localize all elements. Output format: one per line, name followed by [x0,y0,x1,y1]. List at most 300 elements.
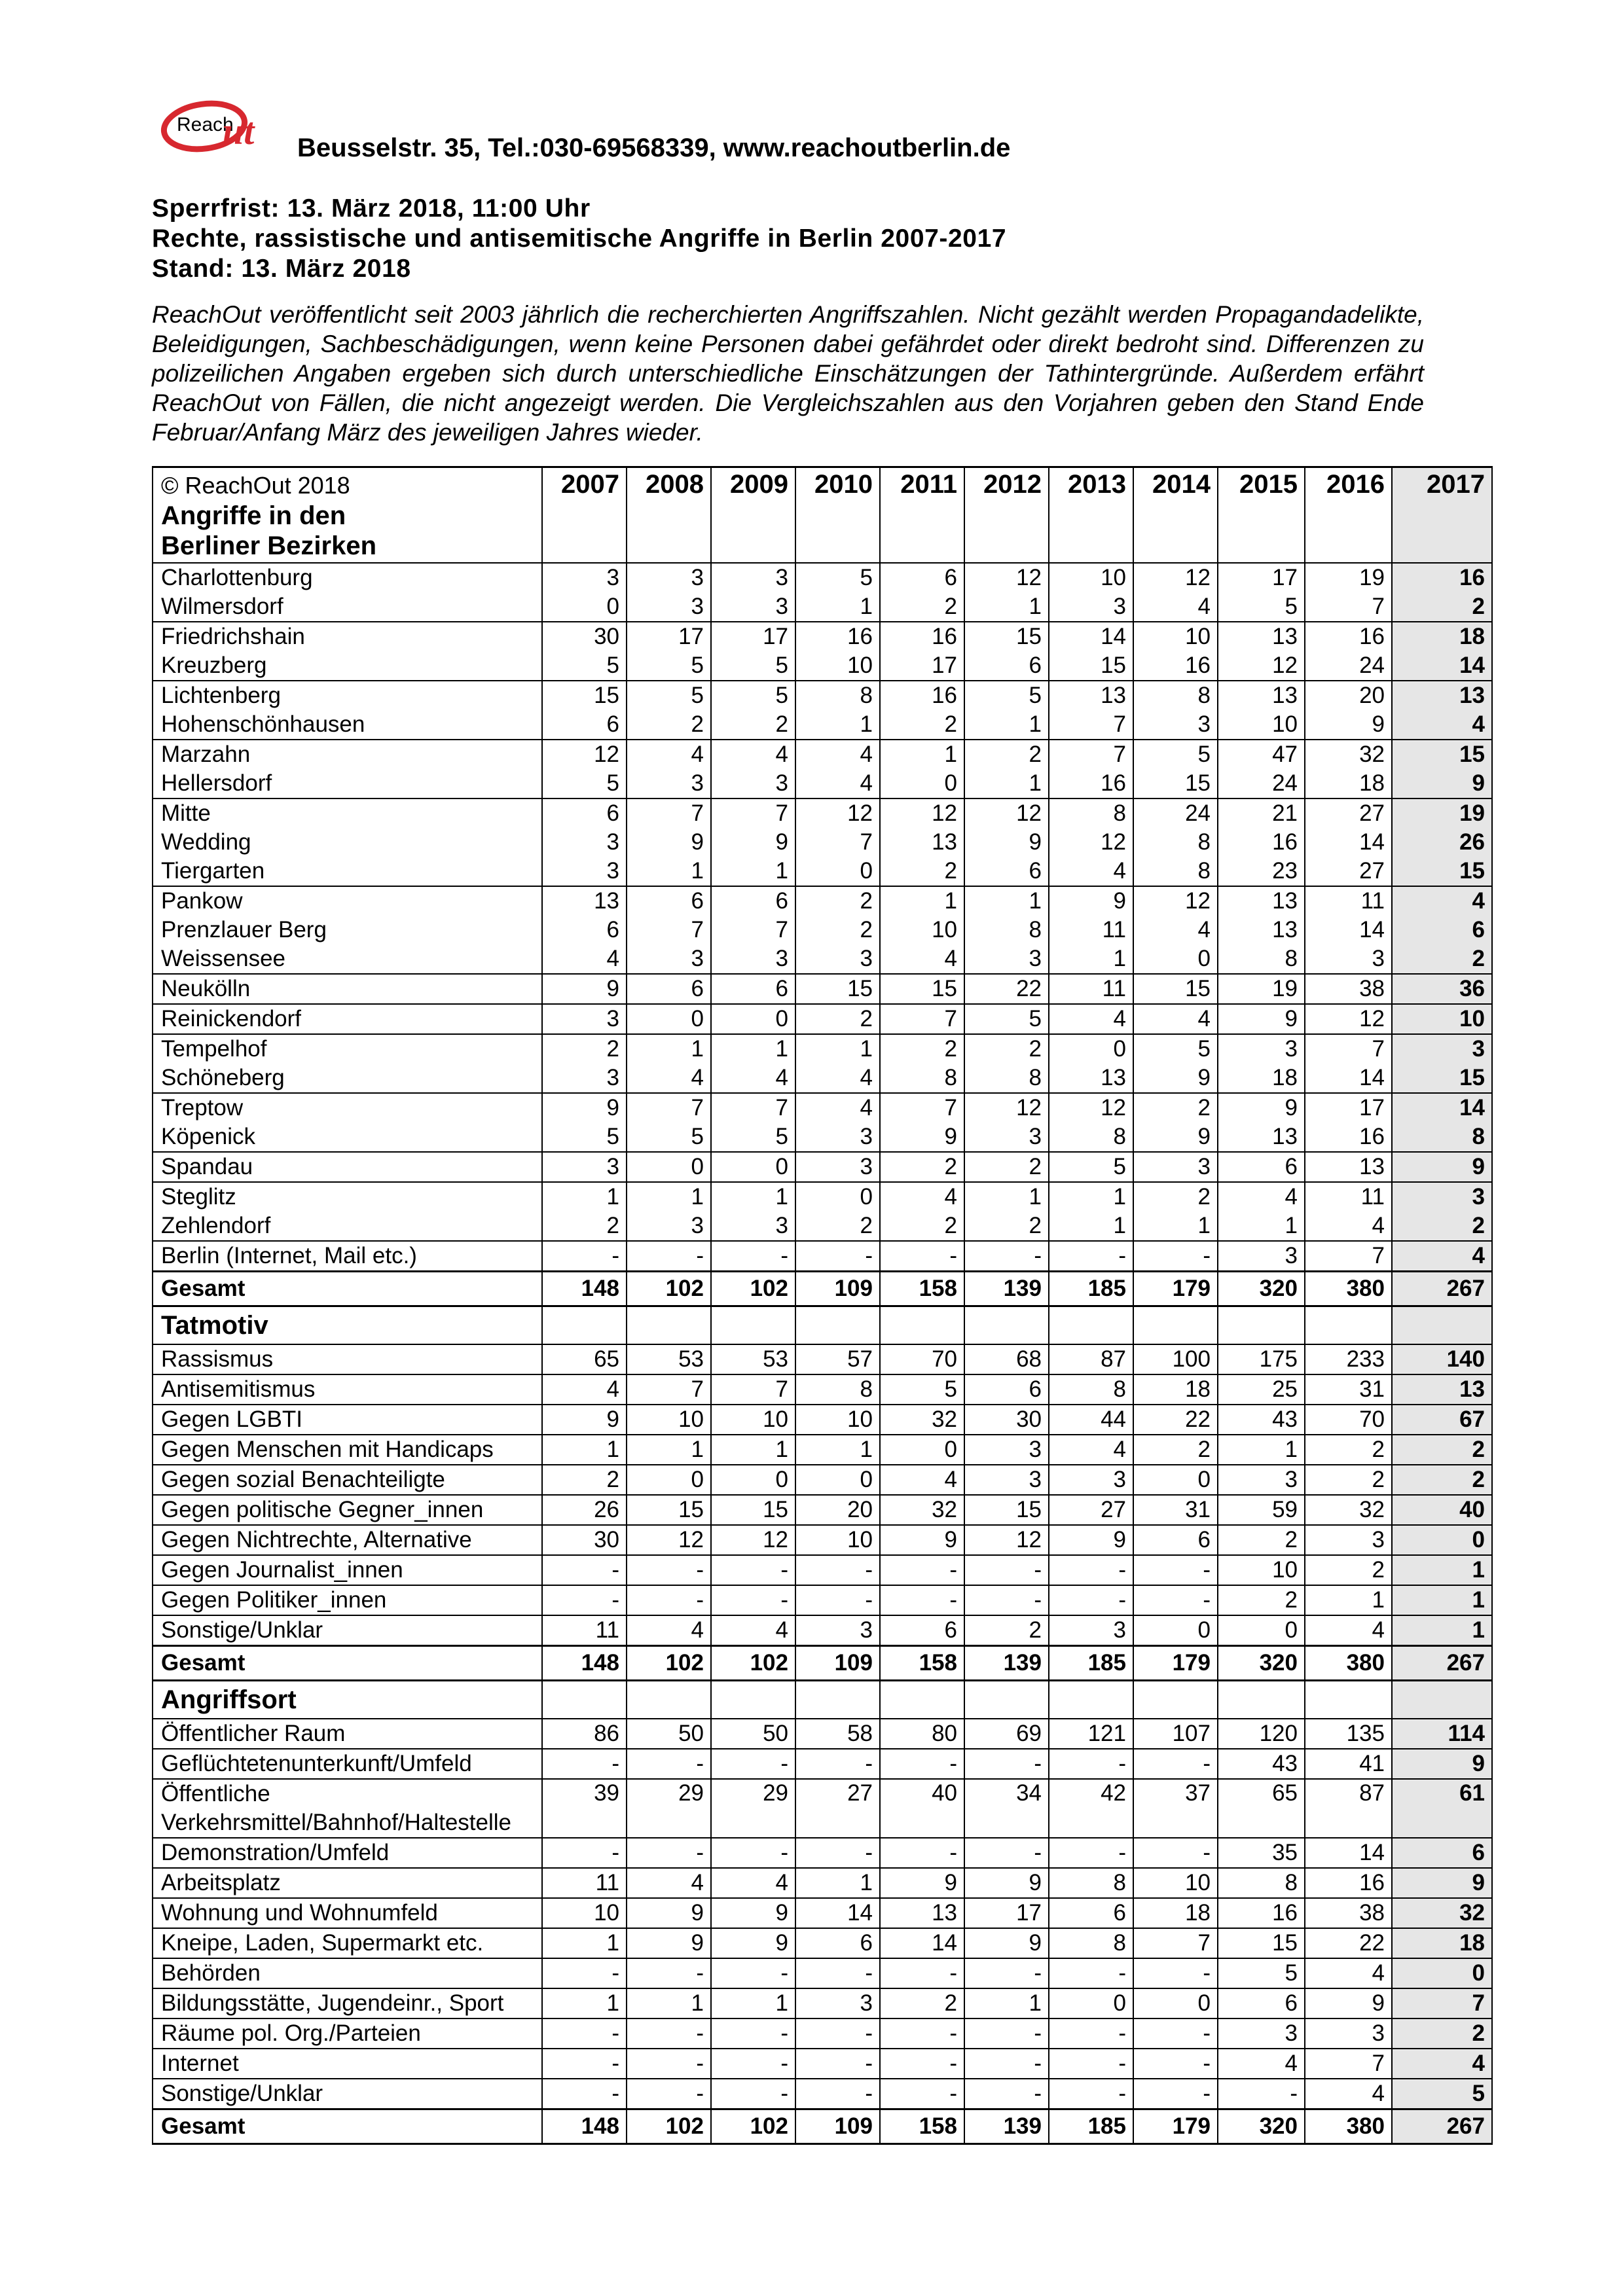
cell-value: 3 [711,592,795,622]
cell-value: 2 [1218,1585,1305,1615]
row-label: Rassismus [153,1344,542,1374]
cell-value: - [880,1749,964,1779]
cell-value: 15 [1133,974,1218,1004]
cell-value: 32 [880,1405,964,1435]
cell-value: 5 [1049,1152,1133,1182]
cell-value: 3 [964,1435,1049,1465]
cell-value: 15 [1218,1928,1305,1958]
cell-value: 9 [1133,1122,1218,1152]
table-row [153,828,1492,857]
cell-value: 5 [1218,592,1305,622]
cell-value: 2 [1392,2018,1492,2049]
empty-cell [880,1681,964,1719]
cell-value: 7 [627,1374,711,1405]
cell-value: - [795,2079,880,2109]
row-label: Wilmersdorf [153,592,542,622]
cell-value: 11 [542,1868,627,1898]
cell-value: 3 [627,944,711,974]
year-header: 2012 [964,467,1049,564]
cell-value: 7 [711,916,795,944]
cell-value: 3 [627,769,711,798]
row-label: Geflüchtetenunterkunft/Umfeld [153,1749,542,1779]
cell-value: 38 [1305,974,1392,1004]
cell-value: 15 [1392,1064,1492,1093]
cell-value: 148 [542,1646,627,1681]
cell-value: 6 [627,886,711,916]
cell-value: 7 [880,1093,964,1122]
cell-value: 320 [1218,1646,1305,1681]
reachout-logo [157,97,288,169]
cell-value: 8 [1133,681,1218,710]
row-label: Öffentliche Verkehrsmittel/Bahnhof/Haltestelle [153,1779,542,1838]
row-label: Lichtenberg [153,681,542,710]
cell-value: 7 [627,798,711,828]
cell-value: 3 [542,857,627,886]
cell-value: - [711,2079,795,2109]
cell-value: - [795,1749,880,1779]
cell-value: 70 [1305,1405,1392,1435]
cell-value: 1 [1305,1585,1392,1615]
cell-value: 40 [880,1779,964,1838]
empty-cell [1133,1306,1218,1345]
cell-value: 3 [964,1465,1049,1495]
table-heading-cell [153,467,542,564]
cell-value: 3 [627,563,711,592]
cell-value: 3 [1049,1465,1133,1495]
table-row [153,563,1492,592]
cell-value: 4 [1049,857,1133,886]
cell-value: 1 [542,1182,627,1211]
cell-value: 3 [1305,2018,1392,2049]
cell-value: 34 [964,1779,1049,1838]
cell-value: 9 [964,1928,1049,1958]
cell-value: 13 [880,1898,964,1928]
table-header-row [153,467,1492,564]
empty-cell [1305,1306,1392,1345]
embargo-line: Sperrfrist: 13. März 2018, 11:00 Uhr [152,194,591,223]
cell-value: 32 [1392,1898,1492,1928]
cell-value: - [880,1958,964,1988]
cell-value: 17 [711,622,795,651]
cell-value: 102 [711,1646,795,1681]
empty-cell [711,1681,795,1719]
row-label: Demonstration/Umfeld [153,1838,542,1868]
cell-value: 4 [627,1868,711,1898]
cell-value: 5 [964,1004,1049,1034]
cell-value: 1 [1218,1211,1305,1241]
cell-value: 5 [880,1374,964,1405]
cell-value: 5 [627,1122,711,1152]
empty-cell [1133,1681,1218,1719]
table-row [153,1928,1492,1958]
cell-value: 6 [1049,1898,1133,1928]
cell-value: 16 [1049,769,1133,798]
cell-value: - [1133,1241,1218,1272]
cell-value: 3 [1218,1241,1305,1272]
cell-value: 1 [1049,944,1133,974]
cell-value: - [711,1241,795,1272]
cell-value: 8 [1392,1122,1492,1152]
cell-value: 2 [880,1988,964,2018]
cell-value: 8 [964,1064,1049,1093]
table-row [153,681,1492,710]
cell-value: 10 [1133,1868,1218,1898]
cell-value: 18 [1392,1928,1492,1958]
cell-value: 22 [1305,1928,1392,1958]
table-row [153,1958,1492,1988]
cell-value: 13 [1218,1122,1305,1152]
cell-value: 0 [1049,1034,1133,1064]
cell-value: 19 [1218,974,1305,1004]
cell-value: 179 [1133,1272,1218,1306]
cell-value: 17 [627,622,711,651]
cell-value: 9 [1218,1004,1305,1034]
cell-value: 4 [795,740,880,769]
cell-value: 2 [1392,944,1492,974]
row-label: Wohnung und Wohnumfeld [153,1898,542,1928]
cell-value: 8 [1218,944,1305,974]
cell-value: 21 [1218,798,1305,828]
cell-value: 14 [1392,651,1492,681]
cell-value: 1 [542,1928,627,1958]
cell-value: 139 [964,2109,1049,2144]
cell-value: 1 [627,1034,711,1064]
table-row [153,1182,1492,1211]
cell-value: 29 [627,1779,711,1838]
cell-value: 67 [1392,1405,1492,1435]
cell-value: - [880,2018,964,2049]
cell-value: 3 [1305,1525,1392,1555]
table-row [153,1211,1492,1241]
cell-value: - [1133,2049,1218,2079]
cell-value: 2 [880,857,964,886]
cell-value: 2 [880,710,964,740]
cell-value: 31 [1305,1374,1392,1405]
table-row [153,1004,1492,1034]
cell-value: 2 [542,1034,627,1064]
cell-value: 9 [1218,1093,1305,1122]
cell-value: 4 [1305,1211,1392,1241]
cell-value: 1 [1392,1615,1492,1646]
meta-block [152,194,1006,284]
cell-value: 12 [1049,828,1133,857]
cell-value: 6 [1218,1152,1305,1182]
cell-value: 5 [711,651,795,681]
cell-value: 380 [1305,2109,1392,2144]
cell-value: 10 [880,916,964,944]
cell-value: 16 [1305,1868,1392,1898]
cell-value: 2 [1392,1211,1492,1241]
cell-value: - [627,1241,711,1272]
table-row [153,1093,1492,1122]
cell-value: 17 [964,1898,1049,1928]
cell-value: 57 [795,1344,880,1374]
table-row [153,857,1492,886]
cell-value: - [627,1838,711,1868]
row-label: Kreuzberg [153,651,542,681]
row-label: Gegen LGBTI [153,1405,542,1435]
row-label: Räume pol. Org./Parteien [153,2018,542,2049]
cell-value: 17 [1218,563,1305,592]
cell-value: 9 [1392,1749,1492,1779]
cell-value: 6 [880,563,964,592]
cell-value: - [964,1241,1049,1272]
cell-value: 16 [1218,828,1305,857]
cell-value: 0 [1392,1525,1492,1555]
cell-value: - [964,1555,1049,1585]
cell-value: 2 [1392,1435,1492,1465]
cell-value: 8 [1049,1868,1133,1898]
cell-value: - [1049,1585,1133,1615]
cell-value: 1 [627,1435,711,1465]
row-label: Gegen Nichtrechte, Alternative [153,1525,542,1555]
cell-value: 9 [1392,1868,1492,1898]
cell-value: 6 [1392,1838,1492,1868]
cell-value: 320 [1218,1272,1305,1306]
cell-value: - [711,1838,795,1868]
table-row [153,1585,1492,1615]
cell-value: 6 [711,886,795,916]
cell-value: 12 [795,798,880,828]
cell-value: - [627,1555,711,1585]
cell-value: 4 [880,1465,964,1495]
cell-value: - [627,2079,711,2109]
cell-value: 70 [880,1344,964,1374]
cell-value: 13 [880,828,964,857]
table-row [153,1064,1492,1093]
cell-value: 10 [1392,1004,1492,1034]
cell-value: 9 [1133,1064,1218,1093]
cell-value: 30 [542,1525,627,1555]
cell-value: 7 [1305,2049,1392,2079]
cell-value: 4 [1218,2049,1305,2079]
cell-value: 38 [1305,1898,1392,1928]
cell-value: 10 [1218,1555,1305,1585]
cell-value: 158 [880,1272,964,1306]
cell-value: 6 [711,974,795,1004]
cell-value: 26 [1392,828,1492,857]
table-row [153,1405,1492,1435]
cell-value: 6 [880,1615,964,1646]
cell-value: 3 [1218,1034,1305,1064]
cell-value: 1 [1392,1555,1492,1585]
cell-value: - [542,1241,627,1272]
table-row [153,1838,1492,1868]
cell-value: 14 [1392,1093,1492,1122]
cell-value: 18 [1218,1064,1305,1093]
cell-value: 0 [1133,944,1218,974]
cell-value: 1 [711,1182,795,1211]
cell-value: 4 [1049,1435,1133,1465]
cell-value: 3 [1133,710,1218,740]
cell-value: - [711,2049,795,2079]
cell-value: 13 [1218,681,1305,710]
cell-value: 14 [1305,1064,1392,1093]
cell-value: 39 [542,1779,627,1838]
year-header: 2013 [1049,467,1133,564]
cell-value: 9 [542,1405,627,1435]
table-row [153,1719,1492,1749]
cell-value: 185 [1049,1646,1133,1681]
row-label: Tiergarten [153,857,542,886]
cell-value: 7 [1305,1241,1392,1272]
row-label: Steglitz [153,1182,542,1211]
cell-value: - [1133,1555,1218,1585]
cell-value: 267 [1392,1646,1492,1681]
row-label: Arbeitsplatz [153,1868,542,1898]
cell-value: 5 [1133,740,1218,769]
cell-value: 61 [1392,1779,1492,1838]
empty-cell [627,1681,711,1719]
row-label: Hohenschönhausen [153,710,542,740]
row-label: Sonstige/Unklar [153,2079,542,2109]
table-row [153,1465,1492,1495]
cell-value: 3 [711,1211,795,1241]
cell-value: 13 [1305,1152,1392,1182]
cell-value: 35 [1218,1838,1305,1868]
cell-value: 87 [1305,1779,1392,1838]
cell-value: 10 [795,651,880,681]
cell-value: 12 [542,740,627,769]
cell-value: - [1049,2018,1133,2049]
cell-value: 18 [1305,769,1392,798]
cell-value: 140 [1392,1344,1492,1374]
cell-value: 7 [627,916,711,944]
cell-value: 65 [542,1344,627,1374]
cell-value: 8 [795,681,880,710]
row-label: Prenzlauer Berg [153,916,542,944]
cell-value: 69 [964,1719,1049,1749]
cell-value: 139 [964,1272,1049,1306]
row-label: Internet [153,2049,542,2079]
cell-value: 109 [795,1272,880,1306]
cell-value: 102 [627,1272,711,1306]
row-label: Gesamt [153,1272,542,1306]
table-row [153,710,1492,740]
table-row [153,1034,1492,1064]
cell-value: 11 [542,1615,627,1646]
cell-value: 9 [1049,1525,1133,1555]
cell-value: 26 [542,1495,627,1525]
cell-value: 2 [795,916,880,944]
cell-value: 1 [795,710,880,740]
cell-value: 13 [1218,622,1305,651]
cell-value: - [964,2049,1049,2079]
cell-value: 16 [1305,1122,1392,1152]
cell-value: 5 [542,769,627,798]
cell-value: 13 [1049,681,1133,710]
cell-value: 20 [795,1495,880,1525]
cell-value: 3 [542,563,627,592]
row-label: Sonstige/Unklar [153,1615,542,1646]
row-label: Charlottenburg [153,563,542,592]
cell-value: 6 [542,916,627,944]
cell-value: 14 [1305,828,1392,857]
cell-value: 9 [880,1525,964,1555]
row-label: Tempelhof [153,1034,542,1064]
cell-value: 4 [627,1615,711,1646]
cell-value: 4 [795,1093,880,1122]
cell-value: 3 [711,769,795,798]
cell-value: 1 [711,1034,795,1064]
cell-value: 3 [542,828,627,857]
row-label: Weissensee [153,944,542,974]
cell-value: 9 [964,828,1049,857]
row-label: Antisemitismus [153,1374,542,1405]
cell-value: 7 [1133,1928,1218,1958]
cell-value: 30 [964,1405,1049,1435]
cell-value: 109 [795,1646,880,1681]
cell-value: 2 [627,710,711,740]
cell-value: 0 [1133,1465,1218,1495]
cell-value: - [880,2049,964,2079]
cell-value: 7 [1305,1034,1392,1064]
total-row [153,1646,1492,1681]
cell-value: 158 [880,2109,964,2144]
table-row [153,1374,1492,1405]
table-row [153,651,1492,681]
cell-value: - [880,1241,964,1272]
cell-value: 53 [627,1344,711,1374]
cell-value: 1 [795,1034,880,1064]
cell-value: - [1133,1585,1218,1615]
cell-value: 7 [795,828,880,857]
cell-value: 27 [795,1779,880,1838]
cell-value: - [542,1555,627,1585]
cell-value: 1 [1049,1182,1133,1211]
cell-value: 23 [1218,857,1305,886]
row-label: Friedrichshain [153,622,542,651]
cell-value: 179 [1133,2109,1218,2144]
cell-value: 0 [711,1465,795,1495]
cell-value: 6 [964,651,1049,681]
cell-value: 9 [711,1898,795,1928]
total-row [153,1272,1492,1306]
cell-value: 3 [795,1988,880,2018]
table-row [153,1495,1492,1525]
cell-value: 3 [542,1004,627,1034]
empty-cell [1049,1681,1133,1719]
cell-value: - [795,2018,880,2049]
cell-value: 5 [1218,1958,1305,1988]
cell-value: 16 [795,622,880,651]
cell-value: 7 [1049,710,1133,740]
cell-value: 10 [627,1405,711,1435]
cell-value: 9 [627,828,711,857]
cell-value: 32 [880,1495,964,1525]
cell-value: 4 [1305,1958,1392,1988]
svg-text:ut: ut [223,110,255,152]
cell-value: 4 [1218,1182,1305,1211]
empty-cell [1218,1306,1305,1345]
empty-cell [1392,1681,1492,1719]
cell-value: 4 [1392,1241,1492,1272]
table-row [153,1122,1492,1152]
cell-value: - [964,1958,1049,1988]
cell-value: - [1133,2018,1218,2049]
cell-value: 8 [1049,1928,1133,1958]
cell-value: 4 [542,1374,627,1405]
cell-value: 80 [880,1719,964,1749]
cell-value: 4 [795,769,880,798]
cell-value: 3 [795,1152,880,1182]
cell-value: 59 [1218,1495,1305,1525]
cell-value: - [1049,1838,1133,1868]
cell-value: 7 [711,798,795,828]
cell-value: 3 [795,1122,880,1152]
cell-value: 6 [542,710,627,740]
cell-value: 4 [1392,2049,1492,2079]
